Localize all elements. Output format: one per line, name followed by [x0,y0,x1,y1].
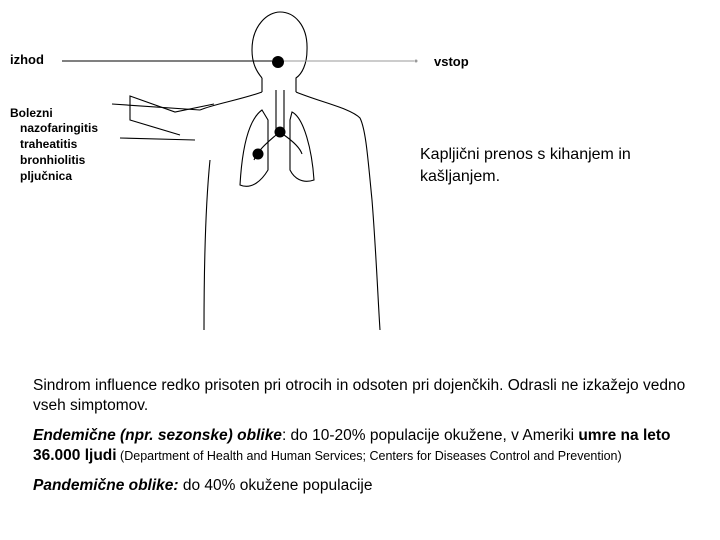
paragraph-syndrome: Sindrom influence redko prisoten pri otrocih in odsoten pri dojenčkih. Odrasli ne izkažejo vedno vseh simptomov. [33,377,686,414]
paragraph-pandemic [33,476,693,496]
bottom-text-block [33,376,693,506]
lung-dot [253,149,264,160]
entry-label: vstop [434,54,469,69]
bronchus-dot [275,127,286,138]
endemic-label: Endemične (npr. sezonske) oblike [33,427,282,444]
disease-list [10,120,98,184]
entry-point-dot [272,56,284,68]
pandemic-label: Pandemične oblike: [33,477,179,494]
disease-item: nazofaringitis [20,121,99,135]
endemic-source: (Department of Health and Human Services; Centers for Diseases Control and Prevention) [116,449,622,463]
endemic-colon: : [281,427,287,444]
diseases-title: Bolezni [10,106,53,120]
endemic-deaths: umre na leto 36.000 ljudi [33,427,671,464]
endemic-rate: do 10-20% populacije okužene, v Ameriki [286,427,579,444]
paragraph-endemic [33,426,693,466]
exit-label: izhod [10,52,44,67]
disease-item: pljučnica [20,169,73,183]
disease-list-block [10,106,98,184]
disease-item: traheatitis [20,137,78,151]
pandemic-text: do 40% okužene populacije [178,477,373,494]
disease-item: bronhiolitis [20,153,86,167]
transmission-note: Kapljični prenos s kihanjem in kašljanjem. [420,146,631,185]
